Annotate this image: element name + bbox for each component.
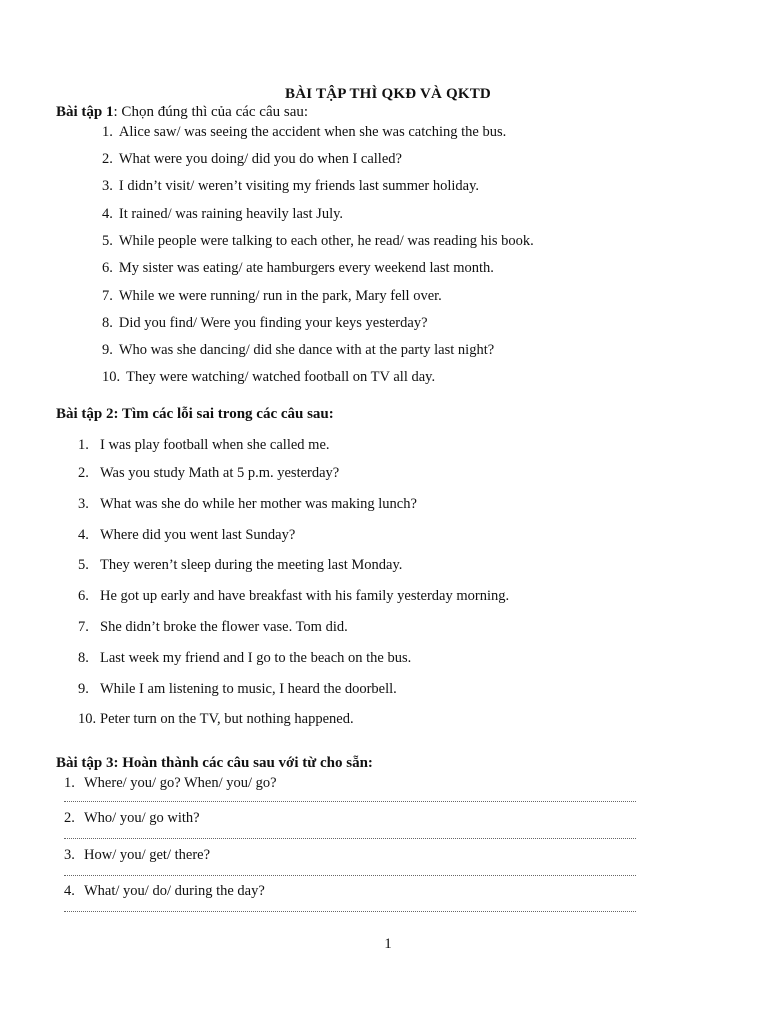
exercise-2-item: 4. Where did you went last Sunday? (78, 527, 296, 543)
exercise-3-item: 1. Where/ you/ go? When/ you/ go? (64, 775, 277, 791)
section-3-heading: Bài tập 3: Hoàn thành các câu sau với từ cho sẵn: (56, 755, 373, 771)
exercise-1-item: 1. Alice saw/ was seeing the accident when she was catching the bus. (102, 124, 507, 140)
section-2-heading: Bài tập 2: Tìm các lỗi sai trong các câu sau: (56, 406, 334, 422)
exercise-1-item: 5. While people were talking to each other, he read/ was reading his book. (102, 233, 534, 249)
section-1-label: Bài tập 1 (56, 104, 114, 120)
exercise-1-item: 9. Who was she dancing/ did she dance with at the party last night? (102, 342, 495, 358)
exercise-1-item: 2. What were you doing/ did you do when I called? (102, 151, 402, 167)
document-title: BÀI TẬP THÌ QKĐ VÀ QKTD (285, 86, 491, 102)
exercise-3-item: 4. What/ you/ do/ during the day? (64, 883, 265, 899)
exercise-1-item: 6. My sister was eating/ ate hamburgers every weekend last month. (102, 260, 494, 276)
section-1-heading (56, 104, 308, 121)
exercise-3-item: 2. Who/ you/ go with? (64, 810, 200, 826)
exercise-2-item: 6. He got up early and have breakfast with his family yesterday morning. (78, 588, 510, 604)
answer-line[interactable] (64, 801, 636, 804)
answer-line[interactable] (64, 875, 636, 878)
exercise-2-item: 3. What was she do while her mother was making lunch? (78, 496, 417, 512)
exercise-2-item: 8. Last week my friend and I go to the beach on the bus. (78, 650, 412, 666)
exercise-1-item: 8. Did you find/ Were you finding your keys yesterday? (102, 315, 428, 331)
exercise-1-item: 3. I didn’t visit/ weren’t visiting my friends last summer holiday. (102, 178, 480, 194)
exercise-2-item: 5. They weren’t sleep during the meeting last Monday. (78, 557, 403, 573)
exercise-2-item: 10. Peter turn on the TV, but nothing happened. (78, 711, 354, 727)
exercise-3-item: 3. How/ you/ get/ there? (64, 847, 211, 863)
answer-line[interactable] (64, 911, 636, 914)
exercise-1-item: 7. While we were running/ run in the park, Mary fell over. (102, 288, 442, 304)
exercise-2-item: 9. While I am listening to music, I heard the doorbell. (78, 681, 397, 697)
section-1-instruction: : Chọn đúng thì của các câu sau: (113, 104, 309, 120)
exercise-2-item: 2. Was you study Math at 5 p.m. yesterday? (78, 465, 340, 481)
exercise-1-item: 4. It rained/ was raining heavily last July. (102, 206, 344, 222)
exercise-2-item: 7. She didn’t broke the flower vase. Tom did. (78, 619, 348, 635)
page-number: 1 (384, 936, 392, 952)
exercise-1-item: 10. They were watching/ watched football on TV all day. (102, 369, 436, 385)
exercise-2-item: 1. I was play football when she called me. (78, 437, 330, 453)
answer-line[interactable] (64, 838, 636, 841)
